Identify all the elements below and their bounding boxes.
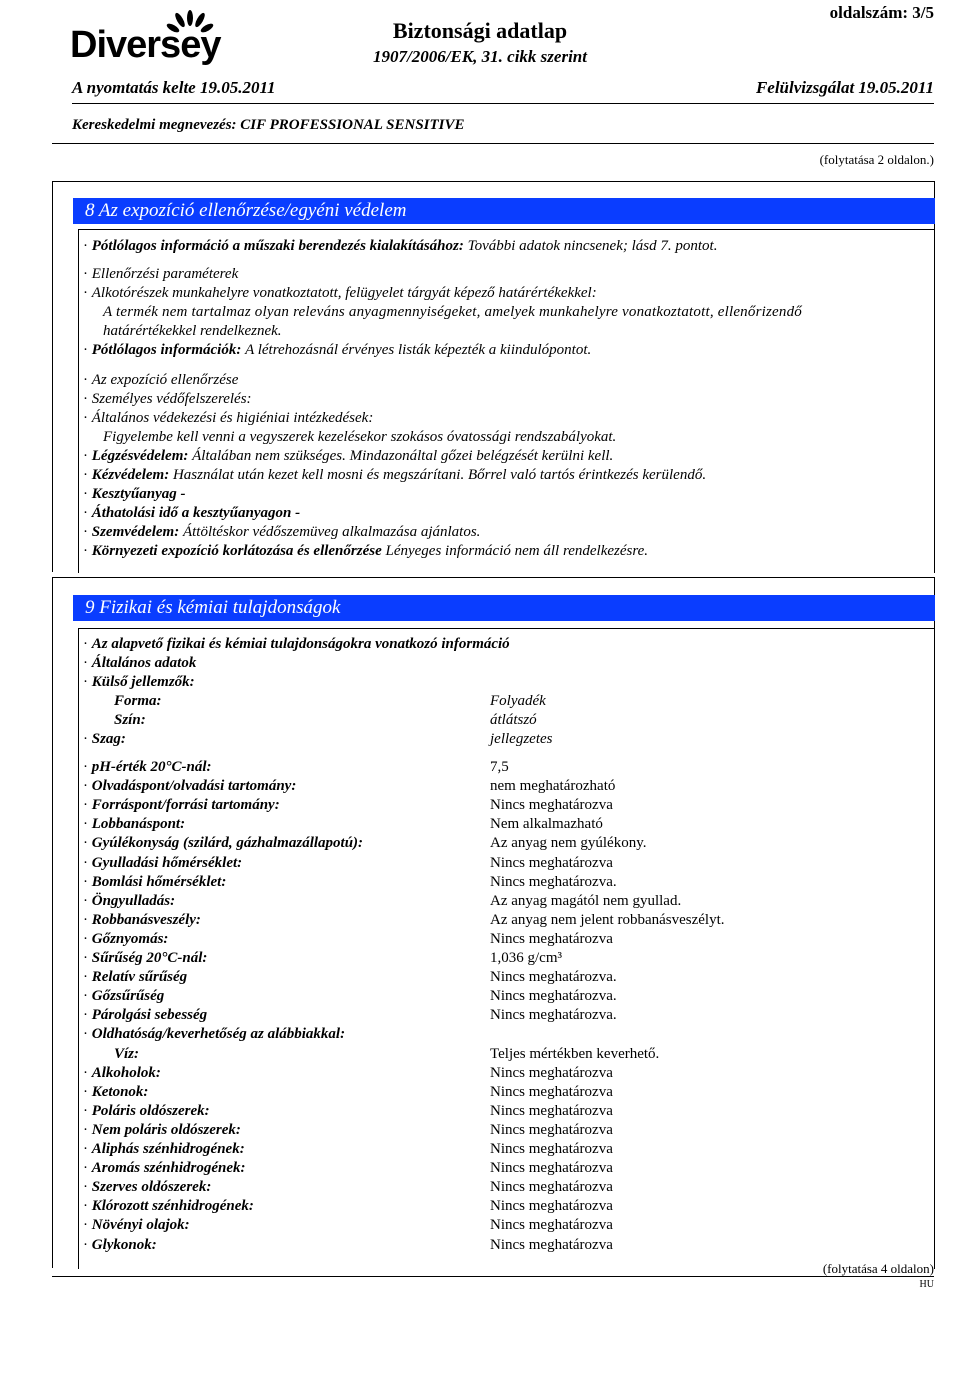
environmental-exposure: · Környezeti expozíció korlátozása és ellenőrzése Lényeges információ nem áll rendelkezésre. xyxy=(83,543,649,559)
property-value: Nincs meghatározva xyxy=(490,797,613,814)
property-value: Nincs meghatározva xyxy=(490,1141,613,1157)
property-label: · Olvadáspont/olvadási tartomány: xyxy=(83,778,297,795)
brand-name: Diversey xyxy=(70,24,221,66)
property-value: Az anyag nem jelent robbanásveszélyt. xyxy=(490,911,725,928)
section-9-body xyxy=(78,628,935,1269)
water-value: Teljes mértékben keverhető. xyxy=(490,1045,660,1062)
property-label: · Alkoholok: xyxy=(83,1064,161,1081)
odour-label: · Szag: xyxy=(83,731,126,747)
form-label: Forma: xyxy=(114,693,162,709)
property-value: Nincs meghatározva. xyxy=(490,873,617,890)
general-data: · Általános adatok xyxy=(83,655,197,671)
property-label: · Aliphás szénhidrogének: xyxy=(83,1141,245,1157)
property-label: · Relatív sűrűség xyxy=(83,969,188,986)
property-value: Nincs meghatározva xyxy=(490,1217,613,1234)
property-value: nem meghatározható xyxy=(490,778,616,795)
property-label: · pH-érték 20°C-nál: xyxy=(83,759,212,775)
property-label: · Klórozott szénhidrogének: xyxy=(83,1198,254,1215)
property-label: · Forráspont/forrási tartomány: xyxy=(83,797,280,814)
property-label: · Gőzsűrűség xyxy=(83,988,165,1005)
property-value: Nincs meghatározva. xyxy=(490,969,617,986)
property-value: Nincs meghatározva xyxy=(490,1236,613,1253)
property-value: Nincs meghatározva xyxy=(490,1179,613,1196)
engineering-info: · Pótlólagos információ a műszaki berendezés kialakításához: További adatok nincsenek; lásd 7. pontot. xyxy=(83,238,718,254)
components-text-2: határértékekkel rendelkeznek. xyxy=(103,323,282,339)
trade-divider xyxy=(52,143,934,144)
property-value: Az anyag nem gyúlékony. xyxy=(490,835,647,852)
property-value: Nincs meghatározva xyxy=(490,1198,613,1215)
eye-protection: · Szemvédelem: Áttöltéskor védőszemüveg alkalmazása ajánlatos. xyxy=(83,524,481,540)
breakthrough-time: · Áthatolási idő a kesztyűanyagon - xyxy=(83,505,301,521)
property-label: · Öngyulladás: xyxy=(83,892,176,909)
document-title: Biztonsági adatlap xyxy=(392,18,568,43)
general-measures-label: · Általános védekezési és higiéniai intézkedések: xyxy=(83,410,374,426)
property-label: · Párolgási sebesség xyxy=(83,1007,208,1024)
property-label: · Aromás szénhidrogének: xyxy=(83,1160,246,1177)
hand-protection: · Kézvédelem: Használat után kezet kell mosni és megszárítani. Bőrrel való tartós érintkezés kerülendő. xyxy=(83,467,707,483)
property-label: · Ketonok: xyxy=(83,1083,149,1100)
property-label: · Gyulladási hőmérséklet: xyxy=(83,854,243,871)
property-label: · Bomlási hőmérséklet: xyxy=(83,873,227,890)
continued-on: (folytatása 4 oldalon) xyxy=(822,1261,934,1276)
color-label: Szín: xyxy=(114,712,146,728)
basic-info: · Az alapvető fizikai és kémiai tulajdonságokra vonatkozó információ xyxy=(83,636,510,652)
property-label: · Glykonok: xyxy=(83,1236,157,1253)
property-value: Nincs meghatározva xyxy=(490,930,613,947)
appearance-label: · Külső jellemzők: xyxy=(83,674,195,690)
property-value: Az anyag magától nem gyullad. xyxy=(490,892,682,909)
property-label: · Poláris oldószerek: xyxy=(83,1102,210,1119)
print-date: A nyomtatás kelte 19.05.2011 xyxy=(72,78,276,97)
section-8-heading: 8 Az expozíció ellenőrzése/egyéni védelem xyxy=(73,198,935,224)
property-label: · Robbanásveszély: xyxy=(83,911,201,928)
components-text-1: A termék nem tartalmaz olyan releváns anyagmennyiségeket, amelyek munkahelyre vonatkoztatott, ellenőrizendő xyxy=(103,304,802,320)
water-label: Víz: xyxy=(114,1045,140,1062)
section-8 xyxy=(52,181,935,572)
trade-name: Kereskedelmi megnevezés: CIF PROFESSIONAL SENSITIVE xyxy=(72,117,465,133)
header-divider xyxy=(72,103,934,104)
property-value: Nincs meghatározva xyxy=(490,1083,613,1100)
document-regulation: 1907/2006/EK, 31. cikk szerint xyxy=(373,47,587,66)
language-code: HU xyxy=(919,1279,934,1290)
color-value: átlátszó xyxy=(490,712,537,728)
components-label: · Alkotórészek munkahelyre vonatkoztatott, felügyelet tárgyát képező határértékekkel: xyxy=(83,285,597,301)
general-measures-text: Figyelembe kell venni a vegyszerek kezelésekor szokásos óvatossági rendszabályokat. xyxy=(103,429,617,445)
property-value: Nincs meghatározva xyxy=(490,1102,613,1119)
property-value: 7,5 xyxy=(490,759,509,775)
property-label: · Lobbanáspont: xyxy=(83,816,186,833)
section-8-body xyxy=(78,229,935,573)
property-value: Nincs meghatározva xyxy=(490,1121,613,1138)
control-params: · Ellenőrzési paraméterek xyxy=(83,266,239,282)
property-label: · Gőznyomás: xyxy=(83,930,169,947)
property-label: · Gyúlékonyság (szilárd, gázhalmazállapotú): xyxy=(83,835,364,852)
property-value: Nem alkalmazható xyxy=(490,816,603,833)
ppe-label: · Személyes védőfelszerelés: xyxy=(83,391,252,407)
property-value: Nincs meghatározva xyxy=(490,1064,613,1081)
section-9 xyxy=(52,577,935,1268)
glove-material: · Kesztyűanyag - xyxy=(83,486,186,502)
exposure-controls: · Az expozíció ellenőrzése xyxy=(83,372,239,388)
additional-info: · Pótlólagos információk: A létrehozásnál érvényes listák képezték a kiindulópontot. xyxy=(83,342,592,358)
property-label: · Növényi olajok: xyxy=(83,1217,190,1234)
property-value: Nincs meghatározva xyxy=(490,854,613,871)
solubility-label: · Oldhatóság/keverhetőség az alábbiakkal: xyxy=(83,1026,346,1043)
respiratory-protection: · Légzésvédelem: Általában nem szükséges. Mindazonáltal gőzei belégzését kerülni kell. xyxy=(83,448,614,464)
page-number: oldalszám: 3/5 xyxy=(829,3,934,22)
property-label: · Nem poláris oldószerek: xyxy=(83,1121,241,1138)
property-value: 1,036 g/cm³ xyxy=(490,950,562,966)
continued-from: (folytatása 2 oldalon.) xyxy=(819,152,934,167)
property-value: Nincs meghatározva. xyxy=(490,988,617,1005)
odour-value: jellegzetes xyxy=(490,731,553,747)
form-value: Folyadék xyxy=(490,693,546,709)
revision-date: Felülvizsgálat 19.05.2011 xyxy=(755,78,934,97)
section-9-heading: 9 Fizikai és kémiai tulajdonságok xyxy=(73,595,935,621)
property-value: Nincs meghatározva. xyxy=(490,1007,617,1024)
property-value: Nincs meghatározva xyxy=(490,1160,613,1177)
property-label: · Szerves oldószerek: xyxy=(83,1179,212,1196)
footer-divider xyxy=(52,1276,934,1277)
property-label: · Sűrűség 20°C-nál: xyxy=(83,950,208,966)
